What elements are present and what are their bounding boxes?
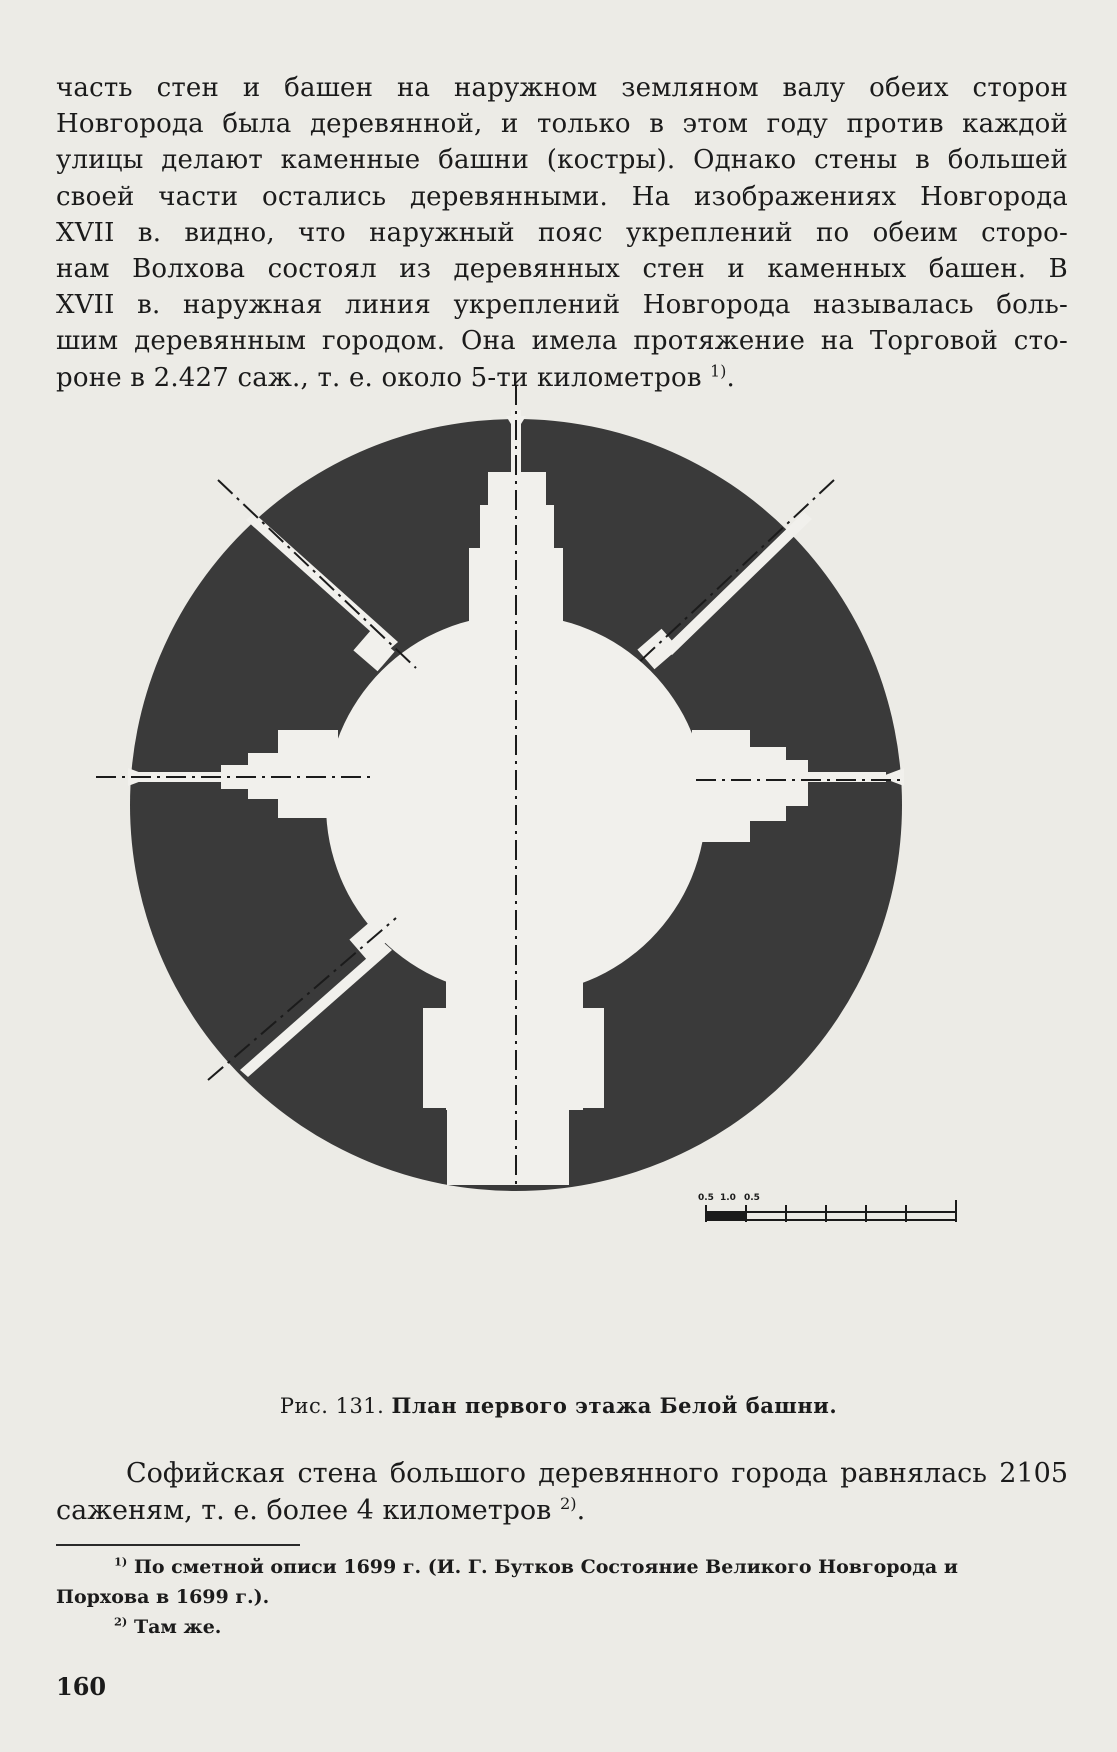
text-line: улицы делают каменные башни (костры). Однако стены в большей <box>56 145 1068 176</box>
text-line: Софийская стена большого деревянного города равнялась 2105 <box>126 1458 1068 1489</box>
top-paragraph <box>56 70 1068 396</box>
footnotes <box>56 1552 1068 1642</box>
caption-prefix: Рис. 131. <box>279 1394 385 1418</box>
scale-label: 0.5 <box>698 1193 714 1203</box>
footnote-ref-2: 2) <box>559 1494 577 1513</box>
text-line: XVII в. наружная линия укреплений Новгорода называлась боль- <box>56 290 1068 321</box>
figure-caption <box>0 1393 1117 1418</box>
text-line: часть стен и башен на наружном земляном валу обеих сторон <box>56 73 1068 103</box>
footnote-ref-1: 1) <box>710 361 727 380</box>
text-line: XVII в. видно, что наружный пояс укреплений по обеим сторо- <box>56 217 1068 248</box>
bottom-paragraph <box>56 1455 1068 1529</box>
text-line: нам Волхова состоял из деревянных стен и каменных башен. В <box>56 254 1068 285</box>
footnote-2 <box>56 1612 1068 1642</box>
tower-floor-plan <box>96 380 1016 1360</box>
footnote-mark: 2) <box>114 1614 128 1629</box>
text-line: Новгорода была деревянной, и только в этом году против каждой <box>56 109 1068 140</box>
footnote-1-continued: Порхова в 1699 г.). <box>56 1586 270 1608</box>
footnote-divider <box>56 1544 300 1546</box>
text-line-content: саженям, т. е. более 4 километров <box>56 1495 552 1526</box>
footnote-text: Там же. <box>133 1616 222 1638</box>
scale-bar <box>706 1200 956 1222</box>
page-number: 160 <box>56 1672 107 1701</box>
text-line: шим деревянным городом. Она имела протяжение на Торговой сто- <box>56 326 1068 357</box>
floor-plan-drawing <box>96 380 1016 1360</box>
caption-text: План первого этажа Белой башни. <box>391 1393 838 1418</box>
end-punct: . <box>576 1495 586 1526</box>
scale-label: 0.5 <box>744 1193 760 1203</box>
scale-label: 1.0 <box>720 1193 736 1203</box>
text-line-last <box>56 1492 1068 1529</box>
text-line-content: роне в 2.427 саж., т. е. около 5-ти километров <box>56 362 702 393</box>
footnote-text: По сметной описи 1699 г. (И. Г. Бутков Состояние Великого Новгорода и <box>133 1556 958 1578</box>
end-punct: . <box>726 362 735 393</box>
footnote-mark: 1) <box>114 1554 128 1569</box>
scale-labels <box>698 1193 760 1203</box>
footnote-1 <box>56 1552 1068 1582</box>
text-line: своей части остались деревянными. На изображениях Новгорода <box>56 181 1068 212</box>
